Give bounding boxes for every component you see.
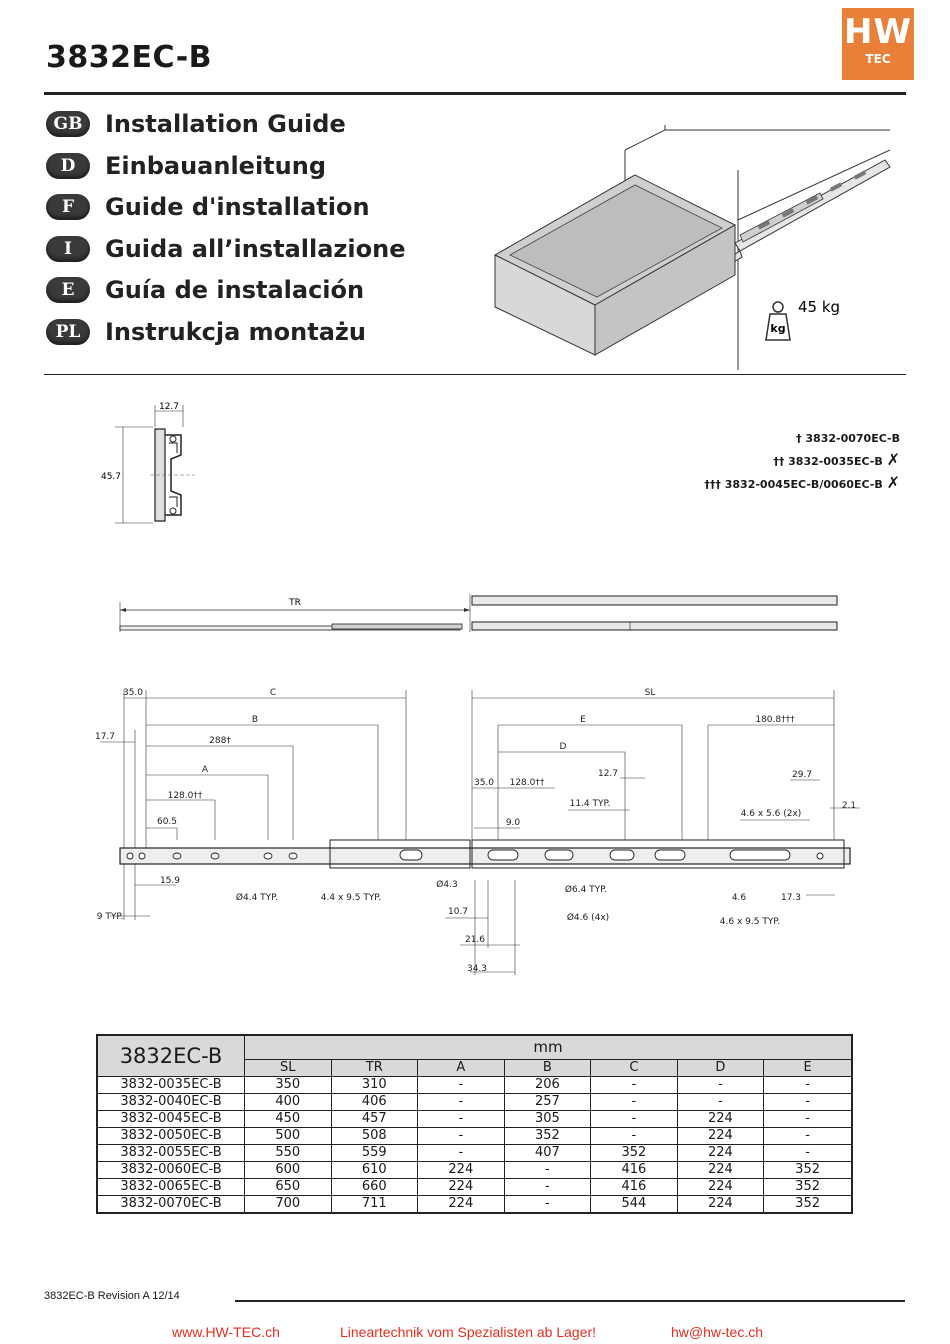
col-header: B xyxy=(504,1059,591,1076)
col-header: D xyxy=(677,1059,764,1076)
dim-9-typ: 9 TYP. xyxy=(96,912,124,922)
table-cell: 650 xyxy=(245,1179,332,1196)
col-header: A xyxy=(418,1059,505,1076)
table-cell: 550 xyxy=(245,1145,332,1162)
table-row xyxy=(97,1179,852,1196)
dim-10-7: 10.7 xyxy=(447,907,469,917)
col-header: E xyxy=(764,1059,852,1076)
model-footnotes xyxy=(704,426,900,495)
dim-hole-4-4: Ø4.4 TYP. xyxy=(235,893,279,903)
language-row-pl xyxy=(46,316,366,348)
table-row xyxy=(97,1111,852,1128)
language-row-f xyxy=(46,191,370,223)
table-cell: - xyxy=(591,1077,678,1094)
language-title: Guida all’installazione xyxy=(105,235,406,263)
dim-slot-4-4: 4.4 x 9.5 TYP. xyxy=(320,893,382,903)
table-cell: 416 xyxy=(591,1179,678,1196)
table-cell: - xyxy=(504,1196,591,1214)
language-row-gb xyxy=(46,108,346,140)
dim-9-0: 9.0 xyxy=(505,818,521,828)
dim-128b: 128.0†† xyxy=(509,778,545,788)
dim-sl: SL xyxy=(644,688,656,698)
table-cell: 352 xyxy=(591,1145,678,1162)
table-cell: - xyxy=(764,1128,852,1145)
language-badge: E xyxy=(46,277,90,303)
logo-main-text: HW xyxy=(844,12,912,52)
dim-hole-4-6: Ø4.6 (4x) xyxy=(566,913,610,923)
footer-slogan: Lineartechnik vom Spezialisten ab Lager! xyxy=(340,1324,597,1340)
document-title: 3832EC-B xyxy=(46,40,213,75)
table-cell: 500 xyxy=(245,1128,332,1145)
profile-height: 45.7 xyxy=(100,472,122,482)
dim-180: 180.8††† xyxy=(755,715,795,725)
dim-slot-2x: 4.6 x 5.6 (2x) xyxy=(740,809,802,819)
website-link[interactable]: www.HW-TEC.ch xyxy=(172,1324,280,1340)
table-cell: 700 xyxy=(245,1196,332,1214)
table-cell: 206 xyxy=(504,1077,591,1094)
footnote-line: ††† 3832-0045EC-B/0060EC-B ✗ xyxy=(704,473,900,492)
dim-4-6: 4.6 xyxy=(731,893,747,903)
dim-288: 288† xyxy=(209,736,231,746)
table-cell: - xyxy=(418,1145,505,1162)
table-cell: 352 xyxy=(764,1196,852,1214)
table-cell: 352 xyxy=(764,1179,852,1196)
drawer-illustration xyxy=(490,125,900,370)
language-badge: GB xyxy=(46,111,90,137)
table-cell: 224 xyxy=(677,1128,764,1145)
dim-b: B xyxy=(251,715,259,725)
dimension-drawing xyxy=(90,680,865,980)
table-row xyxy=(97,1145,852,1162)
col-header: TR xyxy=(331,1059,418,1076)
table-cell: 224 xyxy=(418,1196,505,1214)
table-row xyxy=(97,1094,852,1111)
travel-label: TR xyxy=(289,598,301,608)
footnote-line: † 3832-0070EC-B xyxy=(796,432,900,445)
table-body xyxy=(97,1077,852,1214)
section-rule xyxy=(44,374,906,375)
footnote-line: †† 3832-0035EC-B ✗ xyxy=(773,450,900,469)
table-cell: 224 xyxy=(677,1162,764,1179)
hw-tec-logo xyxy=(842,8,914,80)
table-cell: 224 xyxy=(677,1145,764,1162)
language-badge: I xyxy=(46,236,90,262)
table-cell: 224 xyxy=(677,1196,764,1214)
table-cell: 457 xyxy=(331,1111,418,1128)
language-badge: D xyxy=(46,153,90,179)
logo-sub-text: TEC xyxy=(865,52,891,66)
table-cell: 407 xyxy=(504,1145,591,1162)
table-cell: 310 xyxy=(331,1077,418,1094)
table-cell: - xyxy=(504,1179,591,1196)
table-cell: - xyxy=(764,1111,852,1128)
table-cell: 406 xyxy=(331,1094,418,1111)
table-cell: 350 xyxy=(245,1077,332,1094)
load-capacity: 45 kg xyxy=(798,298,841,316)
dim-60-5: 60.5 xyxy=(156,817,178,827)
dim-35b: 35.0 xyxy=(473,778,495,788)
col-header: SL xyxy=(245,1059,332,1076)
footer-rule xyxy=(235,1300,905,1302)
dim-128a: 128.0†† xyxy=(167,791,203,801)
email-link[interactable]: hw@hw-tec.ch xyxy=(671,1324,764,1340)
table-cell-model: 3832-0035EC-B xyxy=(97,1077,245,1094)
table-cell: 305 xyxy=(504,1111,591,1128)
language-title: Guide d'installation xyxy=(105,193,370,221)
dim-34-3: 34.3 xyxy=(466,964,488,974)
dim-12-7: 12.7 xyxy=(597,769,619,779)
header-rule xyxy=(44,92,906,95)
language-row-e xyxy=(46,274,364,306)
language-title: Guía de instalación xyxy=(105,276,365,304)
dim-11-4: 11.4 TYP. xyxy=(569,799,611,809)
table-cell: - xyxy=(677,1077,764,1094)
table-cell-model: 3832-0070EC-B xyxy=(97,1196,245,1214)
dim-21-6: 21.6 xyxy=(464,935,486,945)
table-cell: - xyxy=(677,1094,764,1111)
table-cell: 224 xyxy=(677,1179,764,1196)
table-unit-header: mm xyxy=(245,1035,853,1059)
table-cell: 559 xyxy=(331,1145,418,1162)
table-cell: 610 xyxy=(331,1162,418,1179)
table-row xyxy=(97,1196,852,1214)
dim-hole-6-4: Ø6.4 TYP. xyxy=(564,885,608,895)
dim-2-1: 2.1 xyxy=(841,801,857,811)
table-cell: 508 xyxy=(331,1128,418,1145)
weight-icon xyxy=(766,302,790,340)
table-cell: 711 xyxy=(331,1196,418,1214)
dim-17-3: 17.3 xyxy=(780,893,802,903)
col-header: C xyxy=(591,1059,678,1076)
spec-table xyxy=(96,1034,853,1214)
table-row xyxy=(97,1162,852,1179)
table-cell: - xyxy=(418,1111,505,1128)
table-cell: 660 xyxy=(331,1179,418,1196)
table-model-header: 3832EC-B xyxy=(97,1035,245,1077)
table-cell-model: 3832-0065EC-B xyxy=(97,1179,245,1196)
language-title: Instrukcja montażu xyxy=(105,318,366,346)
table-cell: 600 xyxy=(245,1162,332,1179)
table-row xyxy=(97,1077,852,1094)
svg-text:kg: kg xyxy=(770,322,786,335)
dim-slot-4-6: 4.6 x 9.5 TYP. xyxy=(719,917,781,927)
table-cell: - xyxy=(764,1094,852,1111)
dim-15-9: 15.9 xyxy=(159,876,181,886)
dim-e: E xyxy=(580,715,586,725)
dim-hole-4-3: Ø4.3 xyxy=(436,880,458,890)
profile-width: 12.7 xyxy=(158,402,180,412)
language-title: Installation Guide xyxy=(105,110,346,138)
table-cell: - xyxy=(418,1128,505,1145)
dim-35: 35.0 xyxy=(122,688,144,698)
table-cell: - xyxy=(764,1145,852,1162)
dim-17-7: 17.7 xyxy=(94,732,116,742)
table-cell: - xyxy=(418,1077,505,1094)
table-cell: 224 xyxy=(418,1162,505,1179)
table-cell-model: 3832-0060EC-B xyxy=(97,1162,245,1179)
dim-a: A xyxy=(201,765,209,775)
table-cell: 224 xyxy=(418,1179,505,1196)
revision-note: 3832EC-B Revision A 12/14 xyxy=(44,1290,180,1302)
table-cell: 224 xyxy=(677,1111,764,1128)
profile-section-drawing xyxy=(95,395,225,530)
table-cell: 352 xyxy=(764,1162,852,1179)
language-badge: PL xyxy=(46,319,90,345)
table-cell: 400 xyxy=(245,1094,332,1111)
table-cell-model: 3832-0045EC-B xyxy=(97,1111,245,1128)
table-cell: 450 xyxy=(245,1111,332,1128)
table-cell: - xyxy=(764,1077,852,1094)
table-cell-model: 3832-0055EC-B xyxy=(97,1145,245,1162)
language-row-d xyxy=(46,150,326,182)
table-cell: 544 xyxy=(591,1196,678,1214)
dim-c: C xyxy=(269,688,277,698)
table-cell-model: 3832-0050EC-B xyxy=(97,1128,245,1145)
table-cell: - xyxy=(591,1111,678,1128)
table-row xyxy=(97,1128,852,1145)
table-cell: - xyxy=(504,1162,591,1179)
table-cell: - xyxy=(591,1128,678,1145)
table-cell: 257 xyxy=(504,1094,591,1111)
dim-d: D xyxy=(559,742,567,752)
dim-29-7: 29.7 xyxy=(791,770,813,780)
table-cell: - xyxy=(591,1094,678,1111)
travel-drawing xyxy=(110,590,845,640)
table-cell-model: 3832-0040EC-B xyxy=(97,1094,245,1111)
table-cell: 352 xyxy=(504,1128,591,1145)
table-cell: - xyxy=(418,1094,505,1111)
table-cell: 416 xyxy=(591,1162,678,1179)
language-title: Einbauanleitung xyxy=(105,152,327,180)
language-badge: F xyxy=(46,194,90,220)
language-row-i xyxy=(46,233,405,265)
